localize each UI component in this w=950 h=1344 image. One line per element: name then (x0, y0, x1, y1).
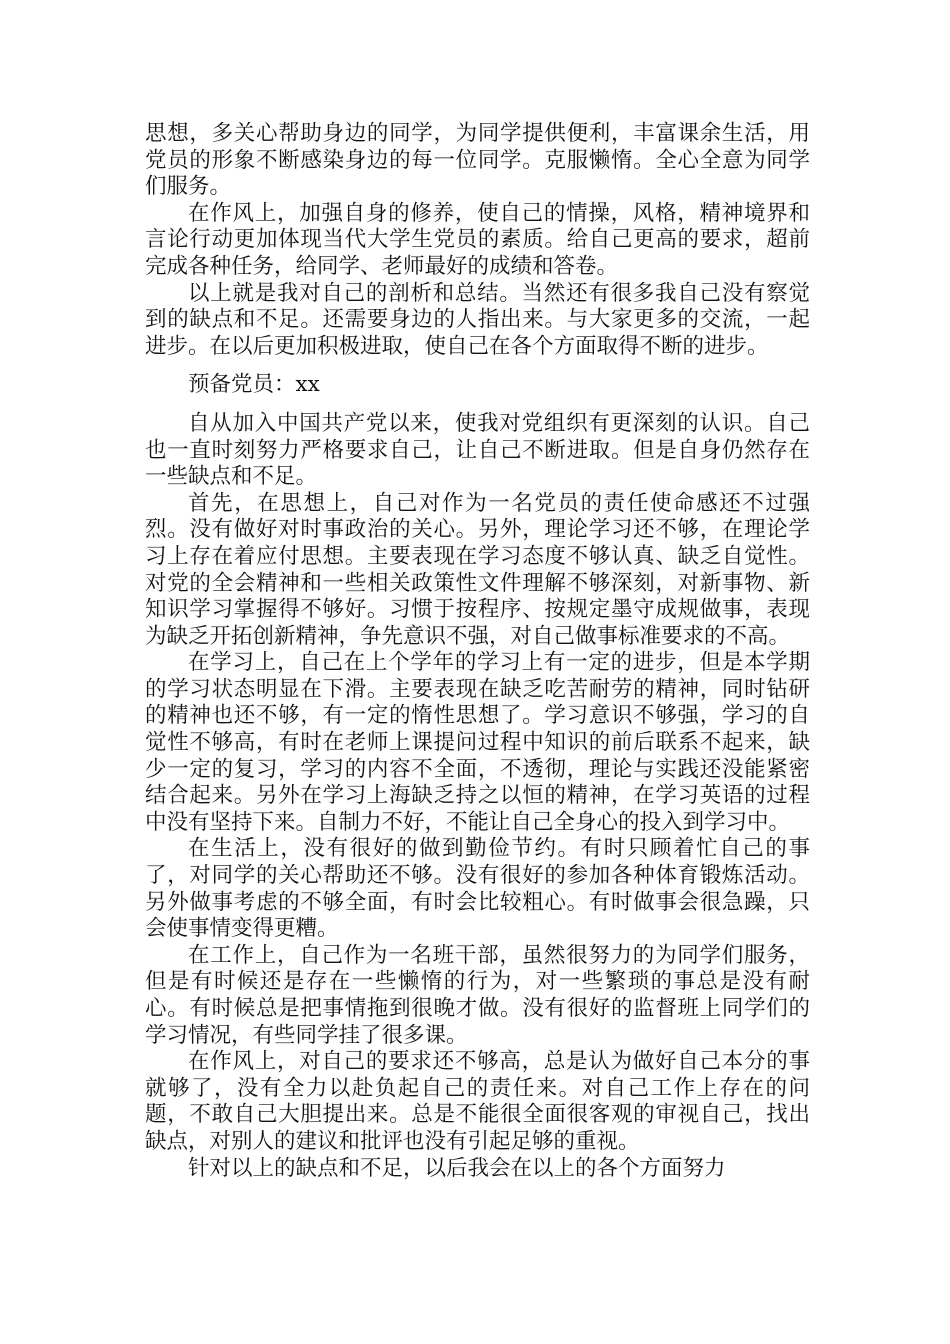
paragraph-life: 在生活上，没有很好的做到勤俭节约。有时只顾着忙自己的事了，对同学的关心帮助还不够。没有很好的参加各种体育锻炼活动。另外做事考虑的不够全面，有时会比较粗心。有时做事会很急躁，只会使事情变得更糟。 (145, 836, 810, 942)
paragraph-intro: 自从加入中国共产党以来，使我对党组织有更深刻的认识。自己也一直时刻努力严格要求自己，让自己不断进取。但是自身仍然存在一些缺点和不足。 (145, 410, 810, 490)
signature-line: 预备党员：xx (188, 372, 320, 398)
paragraph-continuation: 思想，多关心帮助身边的同学，为同学提供便利，丰富课余生活，用党员的形象不断感染身边的每一位同学。克服懒惰。全心全意为同学们服务。 (145, 121, 810, 200)
paragraph-work: 在工作上，自己作为一名班干部，虽然很努力的为同学们服务，但是有时候还是存在一些懒惰的行为，对一些繁琐的事总是没有耐心。有时候总是把事情拖到很晚才做。没有很好的监督班上同学们的学习情况，有些同学挂了很多课。 (145, 942, 810, 1048)
paragraph-summary: 以上就是我对自己的剖析和总结。当然还有很多我自己没有察觉到的缺点和不足。还需要身边的人指出来。与大家更多的交流，一起进步。在以后更加积极进取，使自己在各个方面取得不断的进步。 (145, 280, 810, 359)
paragraph-thought: 首先，在思想上，自己对作为一名党员的责任使命感还不过强烈。没有做好对时事政治的关心。另外，理论学习还不够，在理论学习上存在着应付思想。主要表现在学习态度不够认真、缺乏自觉性。对党的全会精神和一些相关政策性文件理解不够深刻，对新事物、新知识学习掌握得不够好。习惯于按程序、按规定墨守成规做事，表现为缺乏开拓创新精神，争先意识不强，对自己做事标准要求的不高。 (145, 490, 810, 649)
paragraph-work-style: 在作风上，加强自身的修养，使自己的情操，风格，精神境界和言论行动更加体现当代大学生党员的素质。给自己更高的要求，超前完成各种任务，给同学、老师最好的成绩和答卷。 (145, 200, 810, 279)
paragraph-conclusion: 针对以上的缺点和不足，以后我会在以上的各个方面努力 (188, 1155, 726, 1181)
document-page (145, 121, 810, 1182)
paragraph-style: 在作风上，对自己的要求还不够高，总是认为做好自己本分的事就够了，没有全力以赴负起自己的责任来。对自己工作上存在的问题，不敢自己大胆提出来。总是不能很全面很客观的审视自己，找出缺点，对别人的建议和批评也没有引起足够的重视。 (145, 1049, 810, 1154)
paragraph-study: 在学习上，自己在上个学年的学习上有一定的进步，但是本学期的学习状态明显在下滑。主要表现在缺乏吃苦耐劳的精神，同时钻研的精神也还不够，有一定的惰性思想了。学习意识不够强，学习的自觉性不够高，有时在老师上课提问过程中知识的前后联系不起来，缺少一定的复习，学习的内容不全面，不透彻，理论与实践还没能紧密结合起来。另外在学习上海缺乏持之以恒的精神，在学习英语的过程中没有坚持下来。自制力不好，不能让自己全身心的投入到学习中。 (145, 650, 810, 835)
